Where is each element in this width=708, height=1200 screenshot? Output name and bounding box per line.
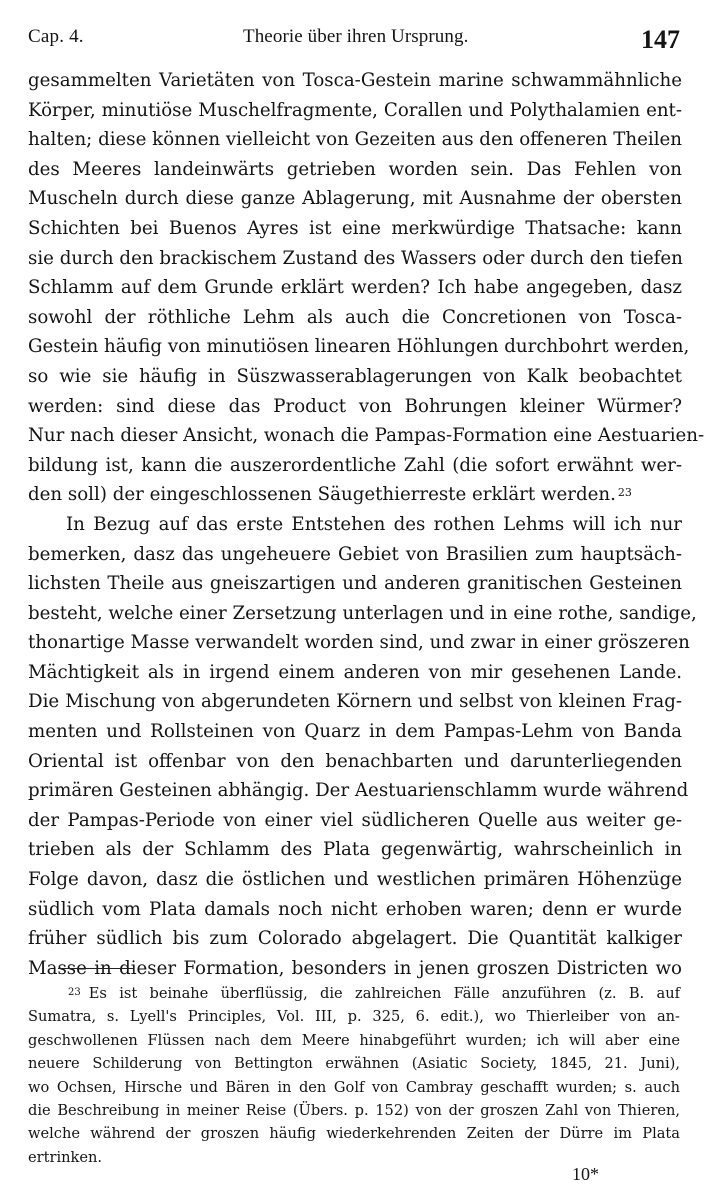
text-line: bemerken, dasz das ungeheuere Gebiet von Brasilien zum hauptsäch- [28,543,682,565]
text-line: In Bezug auf das erste Entstehen des rothen Lehms will ich nur [66,513,682,535]
footnote-number: 23 [68,987,81,998]
footnote-first-line [28,982,680,1005]
text-line: Gestein häufig von minutiösen linearen Höhlungen durchbohrt werden, [28,336,690,358]
text-line: so wie sie häufig in Süszwasserablagerungen von Kalk beobachtet [28,365,682,387]
footnote-line: geschwollenen Flüssen nach dem Meere hinabgeführt wurden; ich will aber eine [28,1031,680,1049]
footnote-line: Es ist beinahe überflüssig, die zahlreichen Fälle anzuführen (z. B. auf [88,985,680,1002]
text-line: lichsten Theile aus gneiszartigen und anderen granitischen Gesteinen [28,573,682,595]
text-line: Schichten bei Buenos Ayres ist eine merkwürdige Thatsache: kann [28,217,682,239]
text-line: gesammelten Varietäten von Tosca-Gestein marine schwammähnliche [28,70,682,91]
footnote-line: neuere Schilderung von Bettington erwähnen (Asiatic Society, 1845, 21. Juni), [28,1055,680,1073]
text-line: Oriental ist offenbar von den benachbarten und darunterliegenden [28,750,682,772]
text-line: früher südlich bis zum Colorado abgelagert. Die Quantität kalkiger [28,928,682,950]
text-line: halten; diese können vielleicht von Gezeiten aus den offeneren Theilen [28,129,682,151]
footnote-block [28,982,680,1169]
text-line: thonartige Masse verwandelt worden sind, und zwar in einer gröszeren [28,632,690,654]
text-line: der Pampas-Periode von einer viel südlicheren Quelle aus weiter ge- [28,809,682,831]
footnote-line: ertrinken. [28,1148,103,1166]
footnote-line: Sumatra, s. Lyell's Principles, Vol. III, p. 325, 6. edit.), wo Thierleiber von an- [28,1008,680,1026]
text-line: bildung ist, kann die auszerordentliche Zahl (die sofort erwähnt wer- [28,454,682,476]
body-text [28,66,705,983]
page-number: 147 [641,25,680,54]
running-header [0,0,708,60]
text-line: menten und Rollsteinen von Quarz in dem Pampas-Lehm von Banda [28,721,682,743]
text-line: Masse in dieser Formation, besonders in jenen groszen Districten wo [28,957,682,979]
text-line: Folge davon, dasz die östlichen und westlichen primären Höhenzüge [28,869,682,891]
text-line: Die Mischung von abgerundeten Körnern und selbst von kleinen Frag- [28,691,682,713]
text-line: werden: sind diese das Product von Bohrungen kleiner Würmer? [28,395,682,417]
text-line: Schlamm auf dem Grunde erklärt werden? Ich habe angegeben, dasz [28,277,682,299]
text-line: des Meeres landeinwärts getrieben worden sein. Das Fehlen von [28,158,682,180]
running-title: Theorie über ihren Ursprung. [243,26,469,47]
text-line: besteht, welche einer Zersetzung unterlagen und in eine rothe, sandige, [28,602,697,624]
footnote-reference: 23 [617,486,632,500]
text-line: primären Gesteinen abhängig. Der Aestuarienschlamm wurde während [28,780,689,802]
footnote-divider [58,968,134,969]
text-line-content: den soll) der eingeschlossenen Säugethierreste erklärt werden. [28,484,616,506]
text-line: Nur nach dieser Ansicht, wonach die Pampas-Formation eine Aestuarien- [28,425,705,447]
signature-mark: 10* [572,1164,599,1184]
text-line: sie durch den brackischem Zustand des Wassers oder durch den tiefen [28,247,683,269]
text-line: Muscheln durch diese ganze Ablagerung, mit Ausnahme der obersten [28,188,682,210]
footnote-line: welche während der groszen häufig wiederkehrenden Zeiten der Dürre im Plata [28,1125,680,1143]
footnote-line: wo Ochsen, Hirsche und Bären in den Golf von Cambray geschafft wurden; s. auch [28,1078,680,1096]
chapter-label: Cap. 4. [28,26,84,47]
text-line: sowohl der röthliche Lehm als auch die Concretionen von Tosca- [28,306,682,328]
text-line: Mächtigkeit als in irgend einem anderen von mir gesehenen Lande. [28,661,682,683]
text-line: Körper, minutiöse Muschelfragmente, Corallen und Polythalamien ent- [28,99,682,121]
text-line: trieben als der Schlamm des Plata gegenwärtig, wahrscheinlich in [28,839,682,861]
footnote-line: die Beschreibung in meiner Reise (Übers. p. 152) von der groszen Zahl von Thieren, [28,1101,680,1119]
text-line: südlich vom Plata damals noch nicht erhoben waren; denn er wurde [28,898,682,920]
paragraph-end-line [28,480,682,510]
